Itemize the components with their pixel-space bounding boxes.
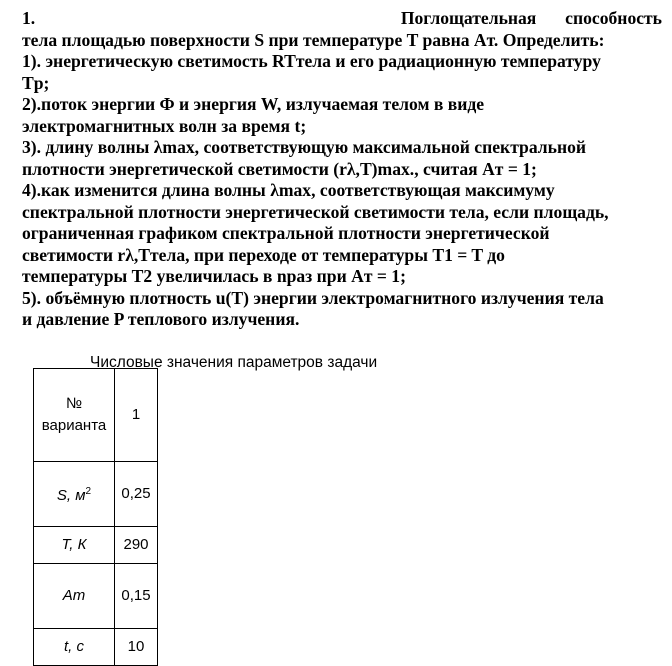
table-row bbox=[34, 462, 158, 527]
task-line: электромагнитных волн за время t; bbox=[22, 115, 307, 136]
table-caption: Числовые значения параметров задачи bbox=[90, 354, 378, 371]
row-label: t, с bbox=[63, 638, 84, 655]
heading-word-1: Поглощательная bbox=[400, 8, 537, 28]
task-heading bbox=[22, 8, 662, 30]
row-value: 0,15 bbox=[115, 564, 158, 629]
task-line: спектральной плотности энергетической светимости тела, если площадь, bbox=[22, 201, 609, 222]
task-line: плотности энергетической светимости (rλ,T)max., считая Aт = 1; bbox=[22, 158, 537, 179]
row-label-cell bbox=[34, 462, 115, 527]
row-label: Aт bbox=[62, 587, 86, 604]
unit-superscript: 2 bbox=[85, 486, 92, 497]
task-line: 3). длину волны λmax, соответствующую максимальной спектральной bbox=[22, 137, 587, 157]
row-value: 290 bbox=[115, 527, 158, 564]
task-line: и давление P теплового излучения. bbox=[22, 309, 300, 329]
row-label: S, м bbox=[56, 487, 86, 504]
task-line: 5). объёмную плотность u(T) энергии электромагнитного излучения тела bbox=[22, 287, 604, 308]
row-value: 1 bbox=[115, 369, 158, 462]
row-label-cell bbox=[34, 564, 115, 629]
task-line: 1). энергетическую светимость RTтела и его радиационную температуру bbox=[22, 51, 601, 71]
row-label-cell bbox=[34, 527, 115, 564]
task-line: Tр; bbox=[22, 72, 50, 93]
table-row bbox=[34, 527, 158, 564]
task-number: 1. bbox=[22, 8, 36, 28]
task-text bbox=[22, 8, 662, 331]
row-value: 0,25 bbox=[115, 462, 158, 527]
row-label: № варианта bbox=[34, 369, 115, 462]
task-line: светимости rλ,Tтела, при переходе от температуры T1 = T до bbox=[22, 244, 505, 265]
task-line: ограниченная графиком спектральной плотности энергетической bbox=[22, 223, 550, 243]
table-row bbox=[34, 369, 158, 462]
heading-word-2: способность bbox=[565, 8, 662, 28]
task-line: 4).как изменится длина волны λmax, соответствующая максимуму bbox=[22, 180, 555, 200]
parameters-table bbox=[33, 368, 158, 666]
task-line: 2).поток энергии Ф и энергия W, излучаемая телом в виде bbox=[22, 94, 485, 114]
task-line: тела площадью поверхности S при температуре T равна Aт. Определить: bbox=[22, 29, 605, 50]
table-row bbox=[34, 629, 158, 666]
task-line: температуры T2 увеличилась в nраз при Aт = 1; bbox=[22, 266, 406, 286]
row-label: T, К bbox=[61, 536, 87, 553]
table-row bbox=[34, 564, 158, 629]
row-label-cell bbox=[34, 629, 115, 666]
row-value: 10 bbox=[115, 629, 158, 666]
